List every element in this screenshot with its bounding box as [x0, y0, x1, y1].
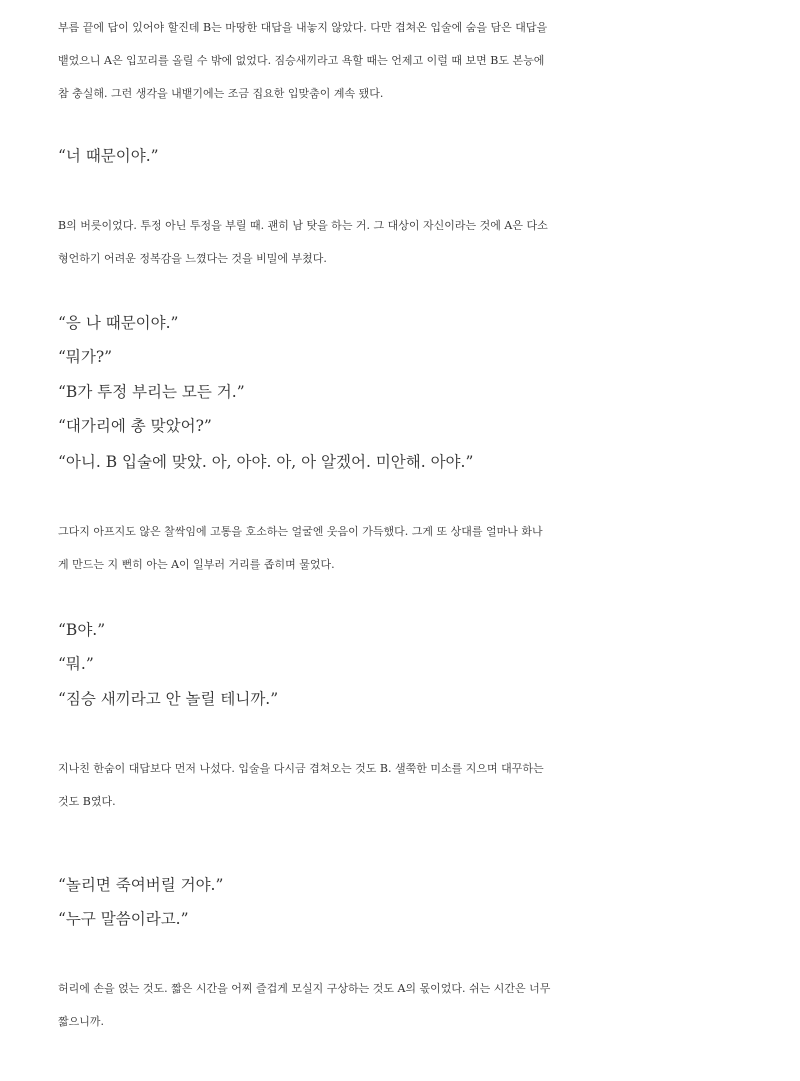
dialogue-line: “뭐.” [58, 655, 94, 673]
paragraph-line: 허리에 손을 얹는 것도. 짧은 시간을 어찌 즐겁게 모실지 구상하는 것도 A의 몫이었다. 쉬는 시간은 너무 [58, 982, 551, 995]
dialogue-line: “짐승 새끼라고 안 놀릴 테니까.” [58, 690, 279, 708]
paragraph [58, 209, 798, 275]
paragraph-line: 지나친 한숨이 대답보다 먼저 나섰다. 입술을 다시금 겹쳐오는 것도 B. 샐쭉한 미소를 지으며 대꾸하는 [58, 762, 544, 775]
paragraph-line: B의 버릇이었다. 투정 아닌 투정을 부릴 때. 괜히 남 탓을 하는 거. 그 대상이 자신이라는 것에 A은 다소 [58, 219, 548, 232]
paragraph-line: 짧으니까. [58, 1015, 105, 1028]
dialogue-line: “누구 말씀이라고.” [58, 910, 189, 928]
paragraph-line: 게 만드는 지 뻔히 아는 A이 일부러 거리를 좁히며 물었다. [58, 558, 335, 571]
paragraph [58, 972, 798, 1038]
dialogue-line: “대가리에 총 맞았어?” [58, 417, 212, 435]
dialogue-line: “B야.” [58, 621, 106, 639]
paragraph-line: 것도 B였다. [58, 795, 116, 808]
paragraph-line: 참 충실해. 그런 생각을 내뱉기에는 조금 집요한 입맞춤이 계속 됐다. [58, 87, 384, 100]
dialogue-line: “뭐가?” [58, 348, 113, 366]
paragraph-line: 부름 끝에 답이 있어야 할진데 B는 마땅한 대답을 내놓지 않았다. 다만 겹쳐온 입술에 숨을 담은 대답을 [58, 21, 548, 34]
dialogue-line: “아니. B 입술에 맞았. 아, 아야. 아, 아 알겠어. 미안해. 아야.” [58, 453, 474, 471]
dialogue-line: “놀리면 죽여버릴 거야.” [58, 876, 224, 894]
paragraph [58, 11, 798, 110]
paragraph [58, 515, 798, 581]
dialogue-line: “너 때문이야.” [58, 147, 159, 165]
dialogue-line: “응 나 때문이야.” [58, 314, 179, 332]
paragraph-line: 형언하기 어려운 정복감을 느꼈다는 것을 비밀에 부쳤다. [58, 252, 327, 265]
paragraph-line: 뱉었으니 A은 입꼬리를 올릴 수 밖에 없었다. 짐승새끼라고 욕할 때는 언제고 이럴 때 보면 B도 본능에 [58, 54, 545, 67]
paragraph [58, 752, 798, 818]
paragraph-line: 그다지 아프지도 않은 찰싹임에 고통을 호소하는 얼굴엔 웃음이 가득했다. 그게 또 상대를 얼마나 화나 [58, 525, 543, 538]
dialogue-line: “B가 투정 부리는 모든 거.” [58, 383, 245, 401]
